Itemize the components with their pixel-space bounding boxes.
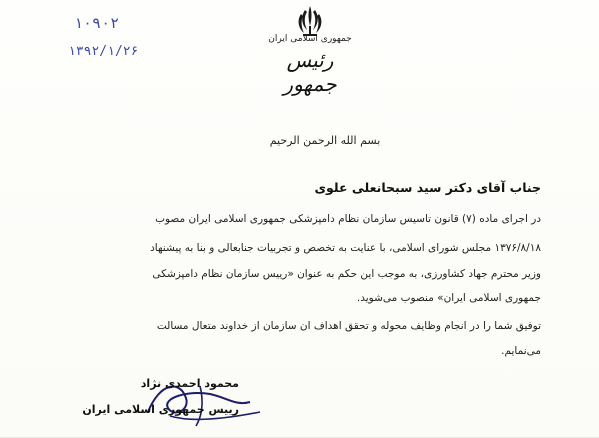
addressee: جناب آقای دکتر سید سبحانعلی علوی bbox=[314, 180, 541, 195]
reference-date: ۱۳۹۲/۱/۲۶ bbox=[68, 44, 139, 59]
office-label: رئیس جمهور bbox=[283, 48, 337, 96]
body-line-3: وزیر محترم جهاد کشاورزی، به موجب این حکم به عنوان «رییس سازمان نظام دامپزشکی bbox=[152, 269, 541, 280]
signatory-name: محمود احمدی نژاد bbox=[140, 377, 239, 390]
reference-number: ۱۰۹۰۲ bbox=[74, 14, 120, 32]
basmala: بسم الله الرحمن الرحیم bbox=[269, 134, 381, 147]
body-line-6: می‌نمایم. bbox=[501, 346, 541, 357]
signatory-title: رییس جمهوری اسلامی ایران bbox=[82, 403, 239, 416]
body-line-5: توفیق شما را در انجام وظایف محوله و تحقق اهداف آن سازمان از خداوند متعال مسألت bbox=[156, 321, 541, 332]
body-line-4: جمهوری اسلامی ایران» منصوب می‌شوید. bbox=[356, 293, 541, 304]
body-line-1: در اجرای ماده (۷) قانون تأسیس سازمان نظام دامپزشکی جمهوری اسلامی ایران مصوب bbox=[155, 214, 541, 225]
body-line-2: ۱۳۷۶/۸/۱۸ مجلس شورای اسلامی، با عنایت به تخصص و تجربیات جنابعالی و بنا به پیشنهاد bbox=[150, 243, 541, 254]
iran-emblem-icon bbox=[296, 4, 324, 38]
republic-label: جمهوری اسلامی ایران bbox=[268, 34, 352, 44]
